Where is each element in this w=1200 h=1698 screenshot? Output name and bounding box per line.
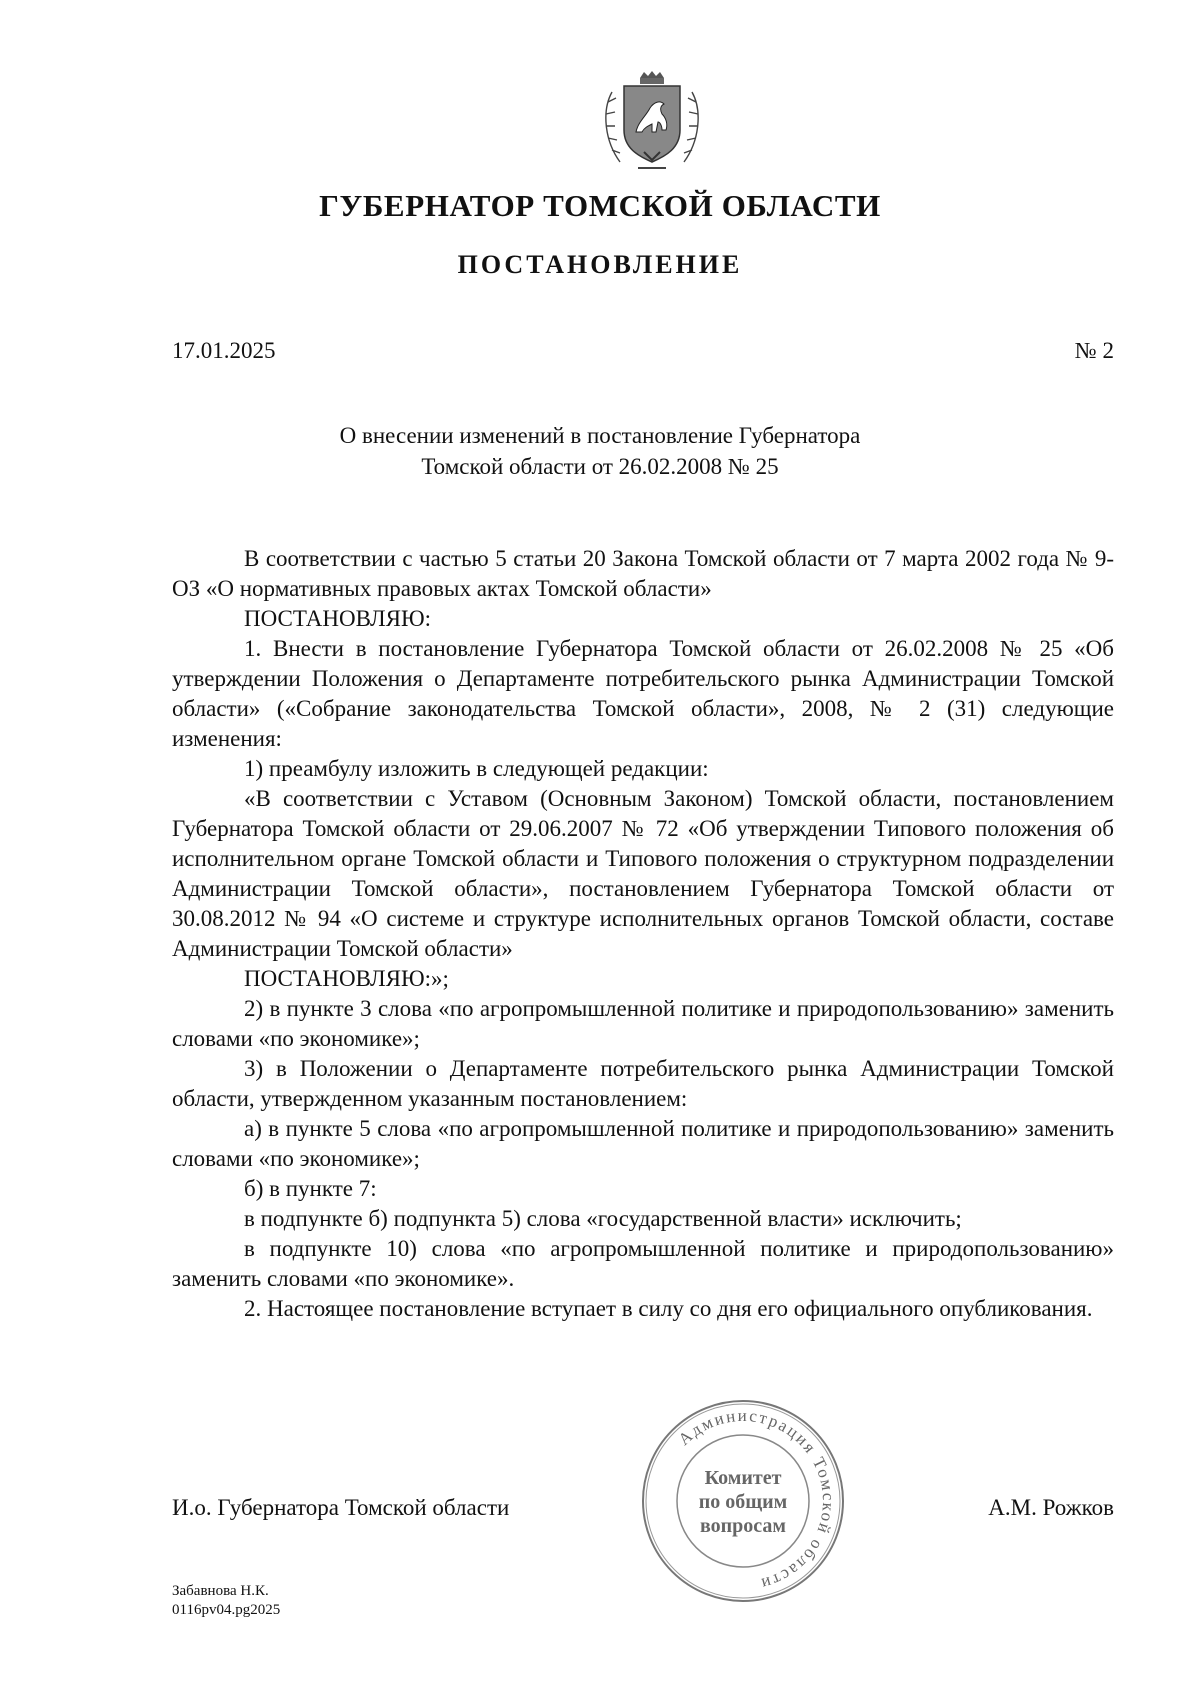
signatory-name: А.М. Рожков [988, 1495, 1114, 1520]
paragraph-item-1: 1. Внести в постановление Губернатора Томской области от 26.02.2008 № 25 «Об утверждении Положения о Департаменте потребительского рынка Администрации Томской области» («Собрание законодательства Томской области», 2008, № 2 (31) следующие изменения: [172, 636, 1114, 751]
signatory-title: И.о. Губернатора Томской области [172, 1495, 510, 1520]
document-subject [0, 420, 1200, 482]
paragraph-item-1-3-b: б) в пункте 7: [244, 1176, 377, 1201]
subject-line-2: Томской области от 26.02.2008 № 25 [421, 454, 779, 479]
paragraph-item-1-2: 2) в пункте 3 слова «по агропромышленной политике и природопользованию» заменить словами «по экономике»; [172, 996, 1114, 1051]
paragraph-item-2: 2. Настоящее постановление вступает в силу со дня его официального опубликования. [244, 1296, 1093, 1321]
document-authority: ГУБЕРНАТОР ТОМСКОЙ ОБЛАСТИ [319, 188, 881, 223]
stamp-ring-text: Администрация Томской области [674, 1405, 839, 1595]
coat-of-arms-icon [598, 70, 706, 176]
document-date: 17.01.2025 [172, 338, 276, 363]
document-number: № 2 [1074, 338, 1114, 363]
stamp-line-3: вопросам [699, 1515, 787, 1537]
paragraph-item-1-3-b-2: в подпункте 10) слова «по агропромышленной политике и природопользованию» заменить словами «по экономике». [172, 1236, 1114, 1291]
subject-line-1: О внесении изменений в постановление Губернатора [339, 423, 861, 448]
executor-name: Забавнова Н.К. [172, 1583, 269, 1599]
paragraph-decree-word: ПОСТАНОВЛЯЮ: [244, 606, 432, 631]
registration-code: 0116pv04.pg2025 [172, 1602, 281, 1618]
paragraph-item-1-3-a: а) в пункте 5 слова «по агропромышленной политике и природопользованию» заменить словами «по экономике»; [172, 1116, 1114, 1171]
paragraph-item-1-3: 3) в Положении о Департаменте потребительского рынка Администрации Томской области, утвержденном указанным постановлением: [172, 1056, 1114, 1111]
paragraph-preamble: В соответствии с частью 5 статьи 20 Закона Томской области от 7 марта 2002 года № 9-ОЗ «О нормативных правовых актах Томской области» [172, 546, 1114, 601]
official-stamp [640, 1398, 846, 1604]
paragraph-item-1-1: 1) преамбулу изложить в следующей редакции: [244, 756, 709, 781]
stamp-line-2: по общим [698, 1491, 788, 1513]
paragraph-decree-word-quoted: ПОСТАНОВЛЯЮ:»; [244, 966, 449, 991]
document-type: ПОСТАНОВЛЕНИЕ [457, 250, 743, 279]
paragraph-new-preamble: «В соответствии с Уставом (Основным Законом) Томской области, постановлением Губернатора Томской области от 29.06.2007 № 72 «Об утверждении Типового положения об исполнительном органе Томской области и Типового положения о структурном подразделении Администрации Томской области», постановлением Губернатора Томской области от 30.08.2012 № 94 «О системе и структуре исполнительных органов Томской области, составе Администрации Томской области» [172, 786, 1114, 961]
stamp-line-1: Комитет [704, 1467, 782, 1489]
paragraph-item-1-3-b-1: в подпункте б) подпункта 5) слова «государственной власти» исключить; [244, 1206, 962, 1231]
